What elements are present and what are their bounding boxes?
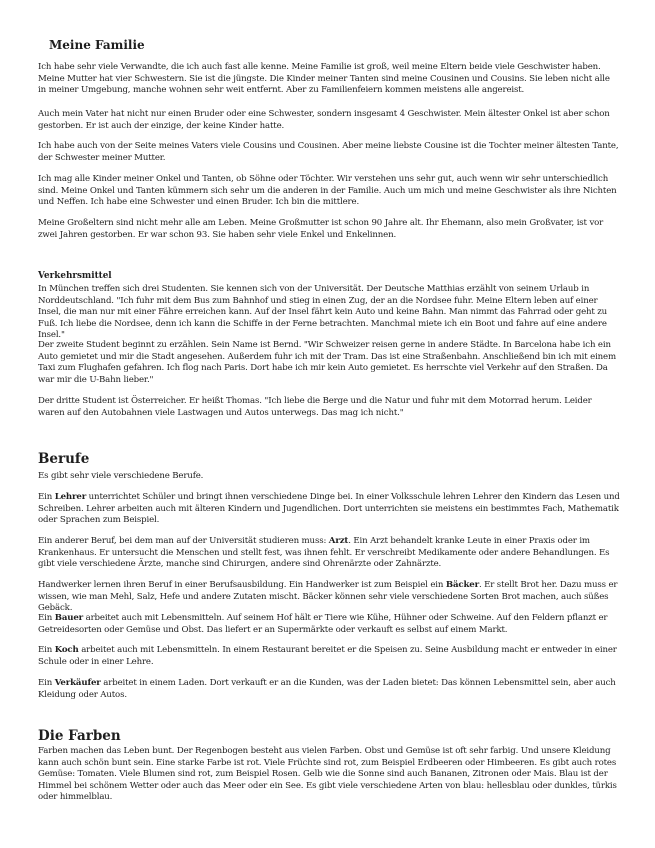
term-baecker: Bäcker <box>445 580 479 590</box>
berufe-paragraph-verkaeufer <box>38 678 620 701</box>
text: . Er stellt Brot her. Dazu muss er wissen, wie man Mehl, Salz, Hefe und andere Zutaten mischt. Bäcker können sehr viele verschiedene Sorten Brot machen, auch süßes Gebäck. <box>38 580 618 614</box>
familie-paragraph-5: Meine Großeltern sind nicht mehr alle am Leben. Meine Großmutter ist schon 90 Jahre alt. Ihr Ehemann, also mein Großvater, ist vor zwei Jahren gestorben. Er war schon 93. Sie haben sehr viele Enkel und Enkelinnen. <box>38 218 604 240</box>
term-koch: Koch <box>54 645 79 655</box>
text: Handwerker lernen ihren Beruf in einer Berufsausbildung. Ein Handwerker ist zum Beispiel ein <box>38 580 446 590</box>
text: arbeitet auch mit Lebensmitteln. In einem Restaurant bereitet er die Speisen zu. Seine Ausbildung macht er entweder in einer Schule oder in einer Lehre. <box>38 645 617 667</box>
familie-paragraph-3: Ich habe auch von der Seite meines Vaters viele Cousins und Cousinen. Aber meine liebste Cousine ist die Tochter meiner ältesten Tante, der Schwester meiner Mutter. <box>38 141 619 163</box>
term-bauer: Bauer <box>54 613 84 623</box>
text: unterrichtet Schüler und bringt ihnen verschiedene Dinge bei. In einer Volksschule lehren Lehrer den Kindern das Lesen und Schreiben. Lehrer arbeiten auch mit älteren Kindern und Jugendlichen. Dort unterrichten sie meistens ein bestimmtes Fach, Mathematik oder Sprachen zum Beispiel. <box>38 492 620 526</box>
text: Ein <box>38 678 55 688</box>
text: Ein <box>38 492 55 502</box>
berufe-paragraph-baecker <box>38 580 620 615</box>
heading-berufe: Berufe <box>38 451 90 467</box>
term-lehrer: Lehrer <box>54 492 87 502</box>
text: Ein <box>38 645 55 655</box>
berufe-paragraph-arzt <box>38 536 620 571</box>
berufe-paragraph-lehrer <box>38 492 620 527</box>
term-arzt: Arzt <box>328 536 349 546</box>
berufe-paragraph-koch <box>38 645 620 668</box>
familie-paragraph-2: Auch mein Vater hat nicht nur einen Bruder oder eine Schwester, sondern insgesamt 4 Geschwister. Mein ältester Onkel ist aber schon gestorben. Er ist auch der einzige, der keine Kinder hatte. <box>38 109 610 131</box>
familie-paragraph-4: Ich mag alle Kinder meiner Onkel und Tanten, ob Söhne oder Töchter. Wir verstehen uns sehr gut, auch wenn wir sehr unterschiedlich sind. Meine Onkel und Tanten kümmern sich sehr um die anderen in der Familie. Auch um mich und meine Geschwister als ihre Nichten und Neffen. Ich habe eine Schwester und einen Bruder. Ich bin die mittlere. <box>38 174 617 208</box>
heading-meine-familie: Meine Familie <box>49 38 145 52</box>
familie-paragraph-1: Ich habe sehr viele Verwandte, die ich auch fast alle kenne. Meine Familie ist groß, weil meine Eltern beide viele Geschwister haben. Meine Mutter hat vier Schwestern. Sie ist die jüngste. Die Kinder meiner Tanten sind meine Cousinen und Cousins. Sie leben nicht alle in meiner Umgebung, manche wohnen sehr weit entfernt. Aber zu Familienfeiern kommen meistens alle angereist. <box>38 62 610 96</box>
berufe-intro: Es gibt sehr viele verschiedene Berufe. <box>38 471 204 481</box>
verkehr-paragraph-3: Der dritte Student ist Österreicher. Er heißt Thomas. "Ich liebe die Berge und die Natur und fuhr mit dem Motorrad herum. Leider waren auf den Autobahnen viele Lastwagen und Autos unterwegs. Das mag ich nicht." <box>38 396 592 418</box>
text: Ein anderer Beruf, bei dem man auf der Universität studieren muss: <box>38 536 329 546</box>
farben-paragraph-1: Farben machen das Leben bunt. Der Regenbogen besteht aus vielen Farben. Obst und Gemüse ist oft sehr farbig. Und unsere Kleidung kann auch schön bunt sein. Eine starke Farbe ist rot. Viele Früchte sind rot, zum Beispiel Erdbeeren oder Himbeeren. Es gibt auch rotes Gemüse: Tomaten. Viele Blumen sind rot, zum Beispiel Rosen. Gelb wie die Sonne sind auch Bananen, Zitronen oder Mais. Blau ist der Himmel bei schönem Wetter oder auch das Meer oder ein See. Es gibt viele verschiedene Arten von blau: hellesblau oder dunkles, türkis oder himmelblau. <box>38 746 617 803</box>
verkehr-paragraph-2: Der zweite Student beginnt zu erzählen. Sein Name ist Bernd. "Wir Schweizer reisen gerne in andere Städte. In Barcelona habe ich ein Auto gemietet und mir die Stadt angesehen. Außerdem fuhr ich mit der Tram. Das ist eine Straßenbahn. Anschließend bin ich mit einem Taxi zum Flughafen gefahren. Ich flog nach Paris. Dort habe ich mir kein Auto gemietet. Es herrschte viel Verkehr auf den Straßen. Da war mir die U-Bahn lieber." <box>38 340 616 385</box>
verkehr-paragraph-1: In München treffen sich drei Studenten. Sie kennen sich von der Universität. Der Deutsche Matthias erzählt von seinem Urlaub in Norddeutschland. "Ich fuhr mit dem Bus zum Bahnhof und stieg in einen Zug, der an die Nordsee fuhr. Meine Eltern leben auf einer Insel, die man nur mit einer Fähre erreichen kann. Auf der Insel fährt kein Auto und keine Bahn. Man nimmt das Fahrrad oder geht zu Fuß. Ich liebe die Nordsee, denn ich kann die Schiffe in der Ferne betrachten. Manchmal miete ich ein Boot und fahre auf eine andere Insel." <box>38 284 608 341</box>
berufe-paragraph-bauer <box>38 613 620 636</box>
heading-die-farben: Die Farben <box>38 728 121 744</box>
text: arbeitet in einem Laden. Dort verkauft er an die Kunden, was der Laden bietet: Das können Lebensmittel sein, aber auch Kleidung oder Autos. <box>38 678 616 700</box>
heading-verkehrsmittel: Verkehrsmittel <box>38 271 112 281</box>
term-verkaeufer: Verkäufer <box>54 678 101 688</box>
text: arbeitet auch mit Lebensmitteln. Auf seinem Hof hält er Tiere wie Kühe, Hühner oder Schweine. Auf den Feldern pflanzt er Getreidesorten oder Gemüse und Obst. Das liefert er an Supermärkte oder verkauft es selbst auf einem Markt. <box>38 613 608 635</box>
text: Ein <box>38 613 55 623</box>
text: . Ein Arzt behandelt kranke Leute in einer Praxis oder im Krankenhaus. Er untersucht die Menschen und stellt fest, was ihnen fehlt. Er verschreibt Medikamente oder andere Behandlungen. Es gibt viele verschiedene Ärzte, manche sind Chirurgen, andere sind Ohrenärzte oder Zahnärzte. <box>38 536 610 570</box>
